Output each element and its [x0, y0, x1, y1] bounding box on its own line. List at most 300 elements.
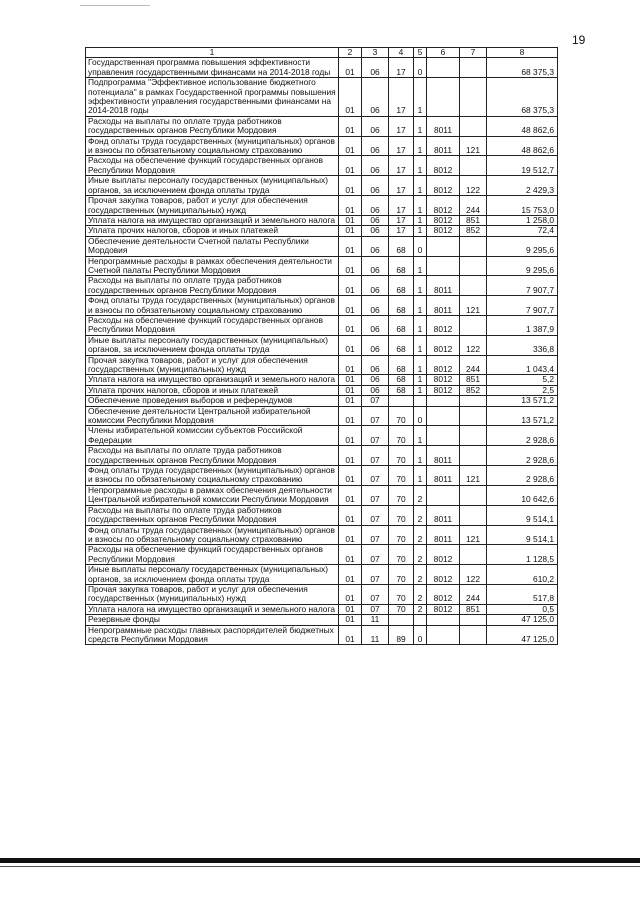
row-c8-cell: 2 928,6 — [487, 446, 558, 466]
table-row — [86, 604, 558, 614]
row-c4-cell: 70 — [389, 426, 414, 446]
row-c6-cell — [427, 406, 460, 426]
row-c8-cell: 2 928,6 — [487, 426, 558, 446]
row-c5-cell: 2 — [414, 565, 427, 585]
row-c6-cell: 8011 — [427, 276, 460, 296]
row-c5-cell: 1 — [414, 385, 427, 395]
table-row — [86, 215, 558, 225]
row-c5-cell: 1 — [414, 78, 427, 117]
row-c8-cell: 68 375,3 — [487, 78, 558, 117]
row-c4-cell: 17 — [389, 176, 414, 196]
row-name-cell: Непрограммные расходы главных распорядителей бюджетных средств Республики Мордовия — [86, 625, 339, 645]
table-row — [86, 485, 558, 505]
column-header: 8 — [487, 48, 558, 58]
row-name-cell: Члены избирательной комиссии субъектов Российской Федерации — [86, 426, 339, 446]
row-c3-cell: 06 — [362, 176, 389, 196]
row-c2-cell: 01 — [339, 156, 362, 176]
row-c8-cell: 2 928,6 — [487, 466, 558, 486]
row-c8-cell: 7 907,7 — [487, 276, 558, 296]
row-c7-cell — [460, 276, 487, 296]
row-c3-cell: 06 — [362, 355, 389, 375]
row-c3-cell: 06 — [362, 236, 389, 256]
row-c4-cell: 68 — [389, 335, 414, 355]
row-c6-cell: 8011 — [427, 116, 460, 136]
row-c3-cell: 07 — [362, 525, 389, 545]
row-c7-cell: 122 — [460, 565, 487, 585]
table-row — [86, 226, 558, 236]
row-c2-cell: 01 — [339, 525, 362, 545]
row-c7-cell: 121 — [460, 296, 487, 316]
row-c6-cell: 8012 — [427, 215, 460, 225]
row-c6-cell: 8012 — [427, 156, 460, 176]
row-c2-cell: 01 — [339, 355, 362, 375]
row-c4-cell: 70 — [389, 584, 414, 604]
table-row — [86, 136, 558, 156]
row-c5-cell: 0 — [414, 406, 427, 426]
row-c2-cell: 01 — [339, 545, 362, 565]
row-c3-cell: 06 — [362, 375, 389, 385]
row-name-cell: Непрограммные расходы в рамках обеспечения деятельности Центральной избирательной комиссии Республики Мордовия — [86, 485, 339, 505]
row-name-cell: Расходы на выплаты по оплате труда работников государственных органов Республики Мордовия — [86, 446, 339, 466]
table-row — [86, 565, 558, 585]
table-row — [86, 406, 558, 426]
row-c7-cell — [460, 446, 487, 466]
row-c2-cell: 01 — [339, 584, 362, 604]
row-c4-cell: 70 — [389, 565, 414, 585]
row-c2-cell: 01 — [339, 466, 362, 486]
row-name-cell: Иные выплаты персоналу государственных (муниципальных) органов, за исключением фонда оплаты труда — [86, 335, 339, 355]
scan-edge-line — [0, 866, 640, 867]
row-c5-cell: 1 — [414, 426, 427, 446]
row-c2-cell: 01 — [339, 396, 362, 406]
row-c6-cell: 8012 — [427, 545, 460, 565]
row-c8-cell: 7 907,7 — [487, 296, 558, 316]
row-c4-cell: 68 — [389, 355, 414, 375]
row-c7-cell — [460, 256, 487, 276]
row-c8-cell: 15 753,0 — [487, 196, 558, 216]
row-name-cell: Фонд оплаты труда государственных (муниципальных) органов и взносы по обязательному социальному страхованию — [86, 296, 339, 316]
row-c7-cell — [460, 545, 487, 565]
row-c8-cell: 47 125,0 — [487, 625, 558, 645]
row-c4-cell: 70 — [389, 525, 414, 545]
row-c4-cell: 70 — [389, 485, 414, 505]
row-c3-cell: 06 — [362, 335, 389, 355]
row-c5-cell: 1 — [414, 466, 427, 486]
table-row — [86, 236, 558, 256]
row-c2-cell: 01 — [339, 615, 362, 625]
column-header: 5 — [414, 48, 427, 58]
row-c6-cell: 8012 — [427, 176, 460, 196]
row-c8-cell: 68 375,3 — [487, 58, 558, 78]
row-c7-cell — [460, 78, 487, 117]
row-c5-cell: 1 — [414, 315, 427, 335]
row-c6-cell — [427, 426, 460, 446]
row-c8-cell: 2 429,3 — [487, 176, 558, 196]
row-name-cell: Фонд оплаты труда государственных (муниципальных) органов и взносы по обязательному социальному страхованию — [86, 466, 339, 486]
table-row — [86, 615, 558, 625]
row-c3-cell: 06 — [362, 296, 389, 316]
row-name-cell: Расходы на обеспечение функций государственных органов Республики Мордовия — [86, 545, 339, 565]
row-c5-cell: 1 — [414, 446, 427, 466]
row-c2-cell: 01 — [339, 226, 362, 236]
row-c3-cell: 07 — [362, 426, 389, 446]
row-c2-cell: 01 — [339, 335, 362, 355]
row-c6-cell — [427, 236, 460, 256]
row-c5-cell: 2 — [414, 525, 427, 545]
row-c5-cell: 2 — [414, 505, 427, 525]
row-c6-cell — [427, 396, 460, 406]
table-row — [86, 396, 558, 406]
table-row — [86, 584, 558, 604]
row-c5-cell: 1 — [414, 375, 427, 385]
row-c6-cell — [427, 615, 460, 625]
table-row — [86, 256, 558, 276]
row-c2-cell: 01 — [339, 276, 362, 296]
row-c5-cell: 1 — [414, 196, 427, 216]
row-c4-cell: 17 — [389, 196, 414, 216]
row-c8-cell: 336,8 — [487, 335, 558, 355]
row-c5-cell: 2 — [414, 545, 427, 565]
row-c3-cell: 06 — [362, 58, 389, 78]
row-c3-cell: 06 — [362, 256, 389, 276]
row-c6-cell: 8011 — [427, 505, 460, 525]
row-c8-cell: 47 125,0 — [487, 615, 558, 625]
row-name-cell: Обеспечение проведения выборов и референдумов — [86, 396, 339, 406]
row-c3-cell: 07 — [362, 396, 389, 406]
row-c3-cell: 07 — [362, 406, 389, 426]
row-c4-cell: 70 — [389, 604, 414, 614]
row-c6-cell: 8012 — [427, 355, 460, 375]
row-c3-cell: 06 — [362, 385, 389, 395]
row-c7-cell: 244 — [460, 584, 487, 604]
row-c5-cell: 1 — [414, 156, 427, 176]
row-c7-cell: 122 — [460, 335, 487, 355]
row-c7-cell — [460, 505, 487, 525]
row-c6-cell: 8011 — [427, 525, 460, 545]
row-c2-cell: 01 — [339, 136, 362, 156]
row-name-cell: Прочая закупка товаров, работ и услуг для обеспечения государственных (муниципальных) нужд — [86, 584, 339, 604]
row-c3-cell: 06 — [362, 276, 389, 296]
row-c6-cell — [427, 78, 460, 117]
row-c4-cell: 70 — [389, 545, 414, 565]
row-c4-cell: 17 — [389, 136, 414, 156]
row-c7-cell — [460, 485, 487, 505]
row-c7-cell — [460, 315, 487, 335]
row-c6-cell: 8012 — [427, 335, 460, 355]
row-c5-cell: 2 — [414, 604, 427, 614]
row-c2-cell: 01 — [339, 604, 362, 614]
row-c3-cell: 07 — [362, 545, 389, 565]
row-c7-cell: 851 — [460, 375, 487, 385]
row-c5-cell: 1 — [414, 296, 427, 316]
row-c2-cell: 01 — [339, 375, 362, 385]
row-c2-cell: 01 — [339, 315, 362, 335]
column-header: 6 — [427, 48, 460, 58]
column-header: 4 — [389, 48, 414, 58]
table-row — [86, 156, 558, 176]
row-c7-cell — [460, 116, 487, 136]
column-header: 7 — [460, 48, 487, 58]
table-row — [86, 625, 558, 645]
row-c3-cell: 07 — [362, 505, 389, 525]
row-c8-cell: 48 862,6 — [487, 116, 558, 136]
row-c7-cell: 121 — [460, 466, 487, 486]
row-c2-cell: 01 — [339, 426, 362, 446]
row-c7-cell: 852 — [460, 385, 487, 395]
row-c5-cell: 2 — [414, 485, 427, 505]
row-c8-cell: 13 571,2 — [487, 396, 558, 406]
row-c6-cell — [427, 58, 460, 78]
row-c2-cell: 01 — [339, 196, 362, 216]
row-c2-cell: 01 — [339, 78, 362, 117]
row-c7-cell — [460, 625, 487, 645]
row-c2-cell: 01 — [339, 565, 362, 585]
row-c5-cell: 1 — [414, 335, 427, 355]
row-c5-cell: 0 — [414, 58, 427, 78]
row-c8-cell: 2,5 — [487, 385, 558, 395]
row-c7-cell — [460, 58, 487, 78]
row-name-cell: Государственная программа повышения эффективности управления государственными финансами на 2014-2018 годы — [86, 58, 339, 78]
row-c8-cell: 19 512,7 — [487, 156, 558, 176]
row-c4-cell: 68 — [389, 315, 414, 335]
row-c3-cell: 06 — [362, 136, 389, 156]
row-c4-cell: 70 — [389, 505, 414, 525]
column-header: 2 — [339, 48, 362, 58]
row-c8-cell: 10 642,6 — [487, 485, 558, 505]
row-c4-cell: 70 — [389, 466, 414, 486]
row-c3-cell: 06 — [362, 78, 389, 117]
row-c3-cell: 06 — [362, 315, 389, 335]
row-c8-cell: 1 258,0 — [487, 215, 558, 225]
table-row — [86, 116, 558, 136]
row-c4-cell: 17 — [389, 78, 414, 117]
row-c7-cell — [460, 615, 487, 625]
table-row — [86, 335, 558, 355]
row-c7-cell — [460, 396, 487, 406]
row-c7-cell: 851 — [460, 604, 487, 614]
row-c7-cell — [460, 426, 487, 446]
table-row — [86, 355, 558, 375]
row-c4-cell: 68 — [389, 375, 414, 385]
row-c2-cell: 01 — [339, 485, 362, 505]
row-c3-cell: 06 — [362, 226, 389, 236]
row-c4-cell: 89 — [389, 625, 414, 645]
budget-table — [85, 47, 558, 645]
row-c4-cell — [389, 615, 414, 625]
row-c8-cell: 1 387,9 — [487, 315, 558, 335]
row-name-cell: Уплата налога на имущество организаций и земельного налога — [86, 215, 339, 225]
row-c5-cell: 1 — [414, 116, 427, 136]
table-row — [86, 385, 558, 395]
row-c3-cell: 11 — [362, 615, 389, 625]
header-row — [86, 48, 558, 58]
row-c3-cell: 06 — [362, 196, 389, 216]
row-c4-cell: 70 — [389, 406, 414, 426]
row-name-cell: Уплата налога на имущество организаций и земельного налога — [86, 375, 339, 385]
row-c8-cell: 5,2 — [487, 375, 558, 385]
row-c2-cell: 01 — [339, 296, 362, 316]
row-c3-cell: 07 — [362, 446, 389, 466]
row-c4-cell: 68 — [389, 256, 414, 276]
row-c8-cell: 0,5 — [487, 604, 558, 614]
row-c2-cell: 01 — [339, 406, 362, 426]
row-c6-cell: 8012 — [427, 375, 460, 385]
row-c3-cell: 06 — [362, 116, 389, 136]
row-c8-cell: 48 862,6 — [487, 136, 558, 156]
row-c4-cell: 68 — [389, 296, 414, 316]
row-c8-cell: 72,4 — [487, 226, 558, 236]
row-name-cell: Расходы на обеспечение функций государственных органов Республики Мордовия — [86, 315, 339, 335]
row-c2-cell: 01 — [339, 116, 362, 136]
row-c5-cell: 1 — [414, 176, 427, 196]
row-c6-cell: 8011 — [427, 136, 460, 156]
row-name-cell: Непрограммные расходы в рамках обеспечения деятельности Счетной палаты Республики Мордовия — [86, 256, 339, 276]
row-c4-cell: 17 — [389, 215, 414, 225]
row-c4-cell: 17 — [389, 226, 414, 236]
row-c8-cell: 13 571,2 — [487, 406, 558, 426]
scan-artifact — [80, 5, 150, 6]
row-c7-cell: 851 — [460, 215, 487, 225]
row-name-cell: Подпрограмма "Эффективное использование бюджетного потенциала" в рамках Государственной программы повышения эффективности управления государственными финансами на 2014-2018 годы — [86, 78, 339, 117]
table-row — [86, 525, 558, 545]
page-number: 19 — [572, 33, 586, 47]
row-c7-cell — [460, 406, 487, 426]
row-c3-cell: 11 — [362, 625, 389, 645]
row-c4-cell: 17 — [389, 156, 414, 176]
row-name-cell: Фонд оплаты труда государственных (муниципальных) органов и взносы по обязательному социальному страхованию — [86, 136, 339, 156]
row-name-cell: Иные выплаты персоналу государственных (муниципальных) органов, за исключением фонда оплаты труда — [86, 176, 339, 196]
row-c2-cell: 01 — [339, 58, 362, 78]
table-row — [86, 446, 558, 466]
row-c2-cell: 01 — [339, 215, 362, 225]
row-c7-cell: 122 — [460, 176, 487, 196]
row-c5-cell: 2 — [414, 584, 427, 604]
row-name-cell: Уплата налога на имущество организаций и земельного налога — [86, 604, 339, 614]
row-c6-cell — [427, 256, 460, 276]
row-c2-cell: 01 — [339, 256, 362, 276]
row-c8-cell: 9 514,1 — [487, 525, 558, 545]
row-c8-cell: 517,8 — [487, 584, 558, 604]
table-row — [86, 505, 558, 525]
table-row — [86, 176, 558, 196]
row-c5-cell: 1 — [414, 215, 427, 225]
table-row — [86, 78, 558, 117]
row-c6-cell — [427, 485, 460, 505]
row-c5-cell: 1 — [414, 355, 427, 375]
row-c5-cell: 0 — [414, 625, 427, 645]
table-row — [86, 196, 558, 216]
row-c4-cell: 70 — [389, 446, 414, 466]
row-c2-cell: 01 — [339, 176, 362, 196]
column-header: 3 — [362, 48, 389, 58]
row-c6-cell: 8012 — [427, 315, 460, 335]
row-name-cell: Расходы на выплаты по оплате труда работников государственных органов Республики Мордовия — [86, 276, 339, 296]
row-c7-cell: 121 — [460, 525, 487, 545]
row-c6-cell: 8012 — [427, 565, 460, 585]
row-name-cell: Обеспечение деятельности Счетной палаты Республики Мордовия — [86, 236, 339, 256]
row-c4-cell: 68 — [389, 236, 414, 256]
row-c6-cell: 8012 — [427, 604, 460, 614]
row-c4-cell — [389, 396, 414, 406]
row-c5-cell: 0 — [414, 236, 427, 256]
row-c7-cell: 244 — [460, 355, 487, 375]
row-name-cell: Прочая закупка товаров, работ и услуг для обеспечения государственных (муниципальных) нужд — [86, 196, 339, 216]
row-c2-cell: 01 — [339, 625, 362, 645]
table-row — [86, 58, 558, 78]
row-c7-cell: 852 — [460, 226, 487, 236]
row-c5-cell: 1 — [414, 256, 427, 276]
row-c6-cell: 8012 — [427, 226, 460, 236]
table-row — [86, 296, 558, 316]
row-name-cell: Уплата прочих налогов, сборов и иных платежей — [86, 226, 339, 236]
row-name-cell: Уплата прочих налогов, сборов и иных платежей — [86, 385, 339, 395]
row-c8-cell: 9 295,6 — [487, 256, 558, 276]
table-row — [86, 545, 558, 565]
row-c2-cell: 01 — [339, 505, 362, 525]
row-c3-cell: 07 — [362, 466, 389, 486]
row-name-cell: Расходы на выплаты по оплате труда работников государственных органов Республики Мордовия — [86, 116, 339, 136]
row-c3-cell: 07 — [362, 485, 389, 505]
row-c8-cell: 9 514,1 — [487, 505, 558, 525]
row-c6-cell: 8011 — [427, 446, 460, 466]
row-c6-cell — [427, 625, 460, 645]
row-c3-cell: 07 — [362, 584, 389, 604]
row-c3-cell: 07 — [362, 604, 389, 614]
row-c6-cell: 8011 — [427, 466, 460, 486]
row-c8-cell: 610,2 — [487, 565, 558, 585]
row-c8-cell: 1 043,4 — [487, 355, 558, 375]
row-c6-cell: 8012 — [427, 584, 460, 604]
column-header: 1 — [86, 48, 339, 58]
row-c2-cell: 01 — [339, 385, 362, 395]
row-c6-cell: 8012 — [427, 196, 460, 216]
row-c7-cell: 244 — [460, 196, 487, 216]
row-name-cell: Расходы на выплаты по оплате труда работников государственных органов Республики Мордовия — [86, 505, 339, 525]
row-c2-cell: 01 — [339, 236, 362, 256]
row-c7-cell — [460, 156, 487, 176]
table-row — [86, 276, 558, 296]
row-c4-cell: 68 — [389, 385, 414, 395]
table-row — [86, 375, 558, 385]
row-c3-cell: 06 — [362, 215, 389, 225]
table-row — [86, 466, 558, 486]
row-c2-cell: 01 — [339, 446, 362, 466]
row-c8-cell: 9 295,6 — [487, 236, 558, 256]
row-c6-cell: 8012 — [427, 385, 460, 395]
scan-edge-bar — [0, 858, 640, 863]
table-row — [86, 315, 558, 335]
row-c3-cell: 06 — [362, 156, 389, 176]
row-c3-cell: 07 — [362, 565, 389, 585]
row-c4-cell: 17 — [389, 116, 414, 136]
row-c7-cell — [460, 236, 487, 256]
row-c4-cell: 17 — [389, 58, 414, 78]
row-c5-cell: 1 — [414, 276, 427, 296]
table-row — [86, 426, 558, 446]
row-c4-cell: 68 — [389, 276, 414, 296]
row-c7-cell: 121 — [460, 136, 487, 156]
row-c5-cell — [414, 615, 427, 625]
row-c8-cell: 1 128,5 — [487, 545, 558, 565]
row-name-cell: Фонд оплаты труда государственных (муниципальных) органов и взносы по обязательному социальному страхованию — [86, 525, 339, 545]
row-name-cell: Расходы на обеспечение функций государственных органов Республики Мордовия — [86, 156, 339, 176]
row-c5-cell: 1 — [414, 226, 427, 236]
row-c6-cell: 8011 — [427, 296, 460, 316]
row-name-cell: Резервные фонды — [86, 615, 339, 625]
row-name-cell: Иные выплаты персоналу государственных (муниципальных) органов, за исключением фонда оплаты труда — [86, 565, 339, 585]
row-name-cell: Обеспечение деятельности Центральной избирательной комиссии Республики Мордовия — [86, 406, 339, 426]
row-c5-cell — [414, 396, 427, 406]
